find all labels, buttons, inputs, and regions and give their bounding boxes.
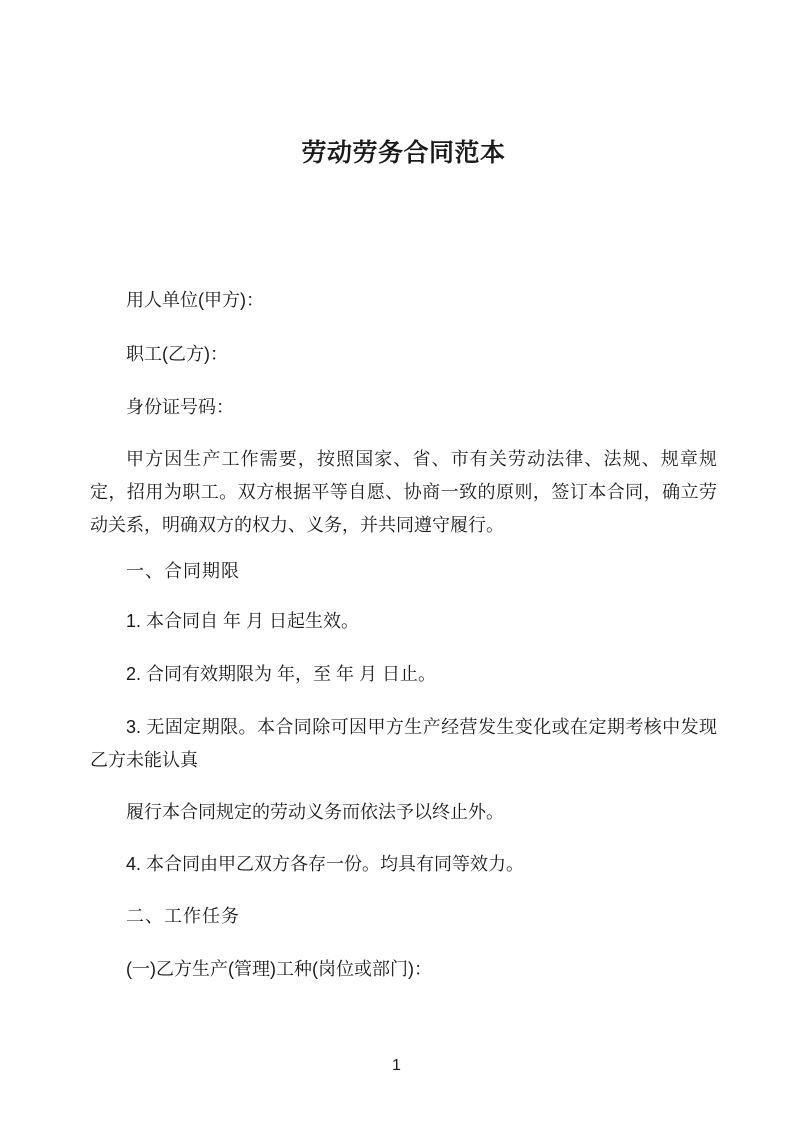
clause-1-1: 1. 本合同自 年 月 日起生效。: [126, 611, 360, 631]
clause-2-1: (一)乙方生产(管理)工种(岗位或部门)：: [126, 959, 432, 979]
clause-1-3: 3. 无固定期限。本合同除可因甲方生产经营发生变化或在定期考核中发现乙方未能认真: [90, 717, 717, 770]
employee-party-label: 职工(乙方)：: [126, 344, 228, 364]
clause-1-3-continuation: 履行本合同规定的劳动义务而依法予以终止外。: [126, 802, 504, 822]
document-title: 劳动劳务合同范本: [301, 139, 506, 167]
preamble-paragraph: 甲方因生产工作需要，按照国家、省、市有关劳动法律、法规、规章规定，招用为职工。双方根据平等自愿、协商一致的原则，签订本合同，确立劳动关系，明确双方的权力、义务，并共同遵守履行。: [90, 449, 717, 535]
section-1-heading: 一、合同期限: [126, 561, 240, 581]
page-number: 1: [392, 1057, 401, 1074]
id-number-label: 身份证号码：: [126, 397, 234, 417]
section-2-heading: 二、工作任务: [126, 906, 240, 926]
clause-1-4: 4. 本合同由甲乙双方各存一份。均具有同等效力。: [126, 854, 525, 874]
employer-party-label: 用人单位(甲方)：: [126, 290, 264, 310]
clause-1-2: 2. 合同有效期限为 年，至 年 月 日止。: [126, 664, 437, 684]
